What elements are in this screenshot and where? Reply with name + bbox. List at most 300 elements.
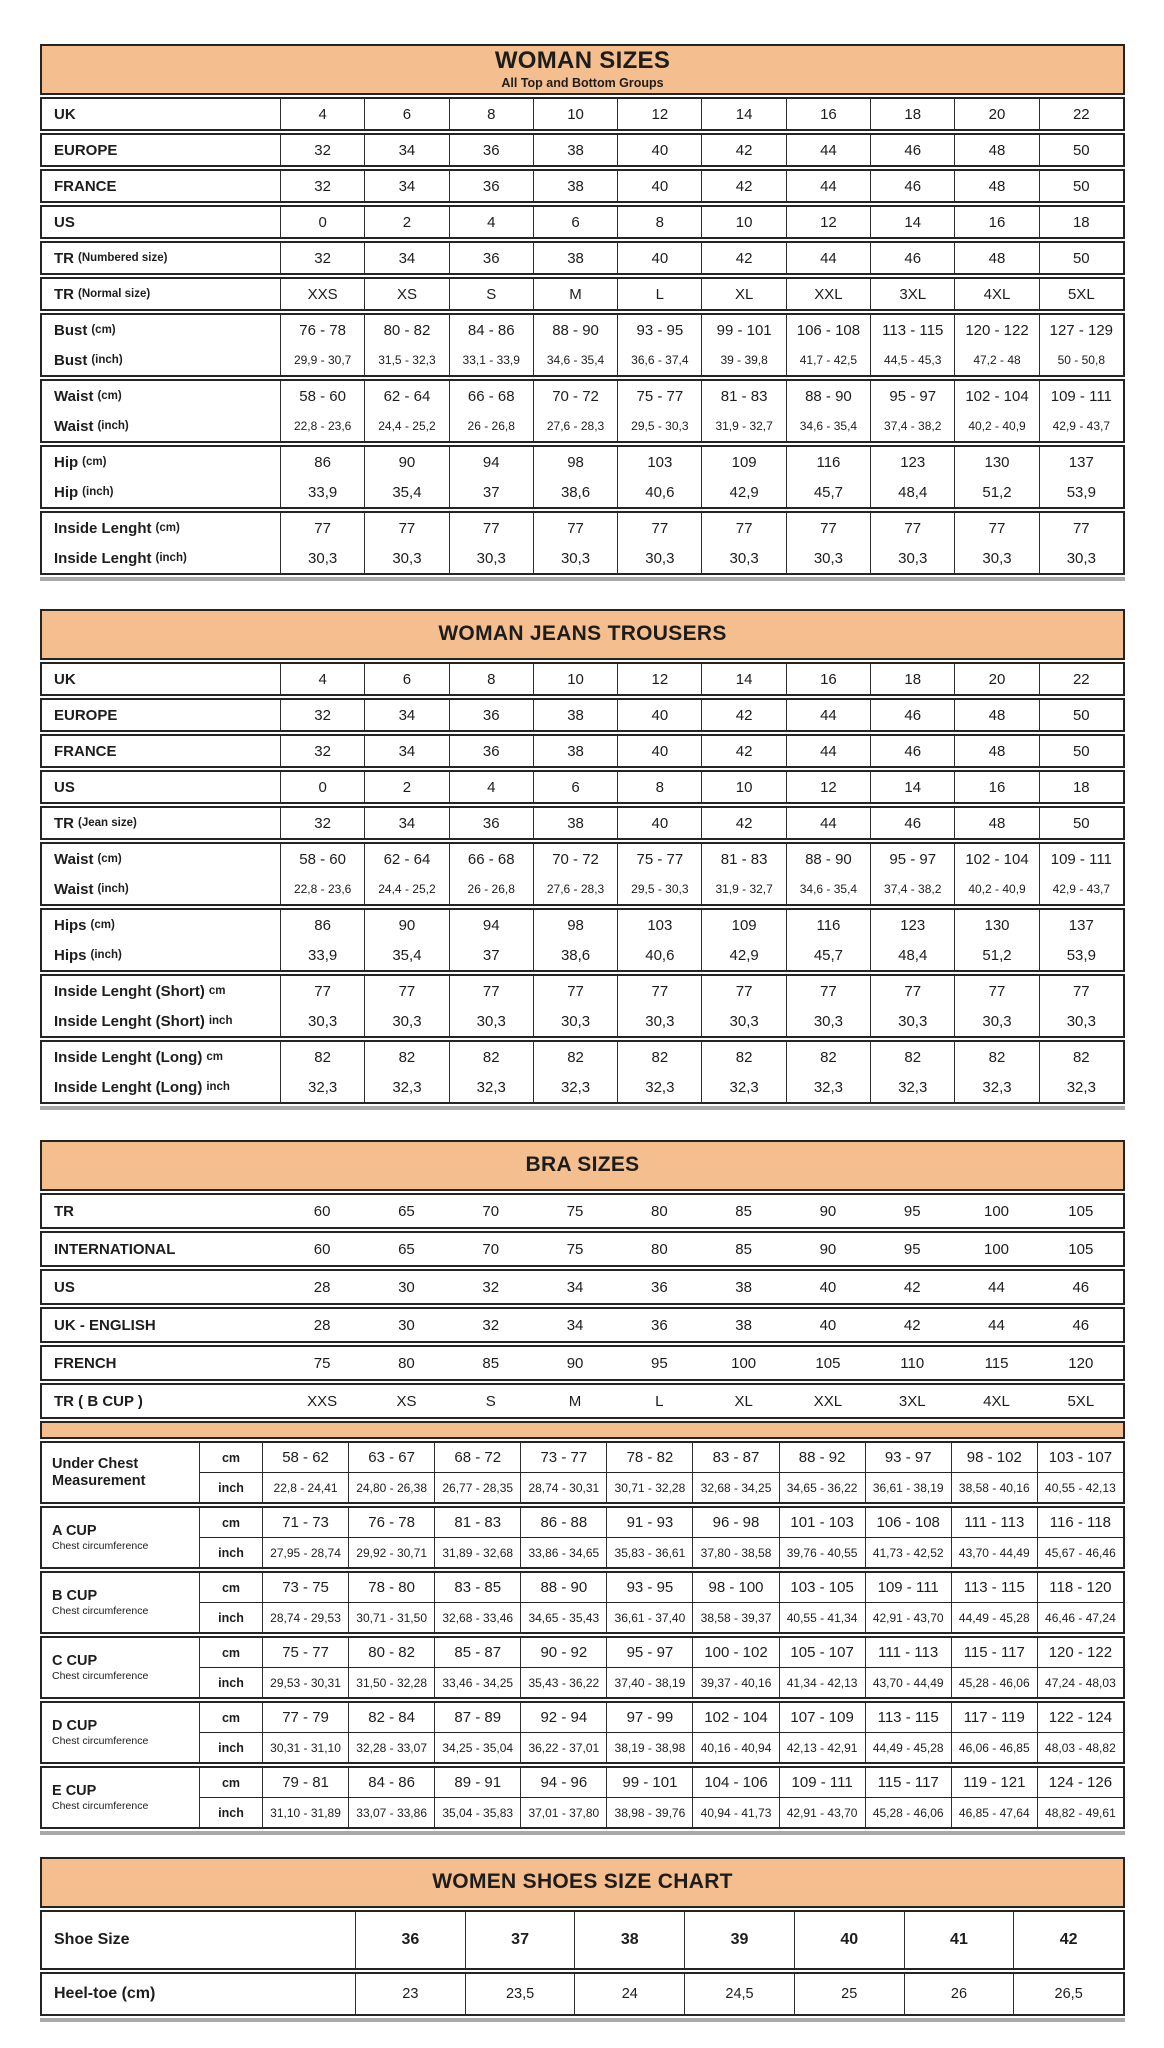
value-cell: 32	[280, 808, 364, 838]
table-row	[42, 1309, 1123, 1341]
value-cell: 48	[954, 171, 1038, 201]
value-cell: 53,9	[1039, 477, 1123, 507]
value-cell: 77	[870, 976, 954, 1006]
unit-cell: inch	[218, 1545, 244, 1560]
value-cell: 18	[1039, 772, 1123, 802]
value-cell: 50	[1039, 808, 1123, 838]
value-cell: 90 - 92	[520, 1638, 606, 1667]
value-cell: 32,3	[449, 1072, 533, 1102]
value-cell: 33,9	[280, 940, 364, 970]
row-group	[40, 1441, 1125, 1504]
value-cell: 77	[786, 513, 870, 543]
value-cell: 88 - 90	[786, 381, 870, 411]
value-cell: 31,5 - 32,3	[364, 345, 448, 375]
value-cell: 77	[954, 976, 1038, 1006]
value-cell: 33,1 - 33,9	[449, 345, 533, 375]
value-cell: 103 - 107	[1037, 1443, 1123, 1472]
table-row	[42, 1195, 1123, 1227]
value-cell: 127 - 129	[1039, 315, 1123, 345]
group-label-main: B CUP	[52, 1587, 98, 1604]
value-cell: 32,28 - 33,07	[348, 1733, 434, 1762]
value-cell: 3XL	[898, 1392, 926, 1410]
row-label: Waist (cm)	[54, 850, 122, 868]
table-header	[40, 1857, 1125, 1908]
value-cell: 116 - 118	[1037, 1508, 1123, 1537]
value-cell: 116	[786, 910, 870, 940]
value-cell: 117 - 119	[951, 1703, 1037, 1732]
unit-cell: cm	[221, 1710, 241, 1725]
value-cell: 43,70 - 44,49	[865, 1668, 951, 1697]
value-cell: 12	[786, 772, 870, 802]
value-cell: 37,01 - 37,80	[520, 1798, 606, 1827]
value-cell: 27,6 - 28,3	[533, 874, 617, 904]
value-cell: 77	[701, 513, 785, 543]
row-label: Hip (cm)	[54, 453, 107, 471]
value-cell: 95	[650, 1354, 668, 1372]
value-cell: 118 - 120	[1037, 1573, 1123, 1602]
table-row	[42, 1072, 1123, 1102]
value-cell: 116	[786, 447, 870, 477]
value-cell: 97 - 99	[606, 1703, 692, 1732]
value-cell: 46,06 - 46,85	[951, 1733, 1037, 1762]
value-cell: 100 - 102	[692, 1638, 778, 1667]
value-cell: 34	[364, 700, 448, 730]
value-cell: 26 - 26,8	[449, 874, 533, 904]
value-cell: 83 - 87	[692, 1443, 778, 1472]
value-cell: 18	[1039, 207, 1123, 237]
value-cell: 28	[313, 1278, 331, 1296]
row-label: Inside Lenght (Short) inch	[54, 1012, 233, 1030]
value-cell: 80	[650, 1240, 668, 1258]
row-group	[40, 1269, 1125, 1305]
row-group	[40, 734, 1125, 768]
value-cell: 31,10 - 31,89	[262, 1798, 348, 1827]
value-cell: 48	[954, 700, 1038, 730]
value-cell: 44,49 - 45,28	[951, 1603, 1037, 1632]
value-cell: 32,68 - 34,25	[692, 1473, 778, 1502]
value-cell: 35,4	[364, 940, 448, 970]
row-group	[40, 698, 1125, 732]
value-cell: 39 - 39,8	[701, 345, 785, 375]
value-cell: 30,3	[954, 543, 1038, 573]
row-label: Inside Lenght (inch)	[54, 549, 187, 567]
value-cell: 30,3	[870, 543, 954, 573]
value-cell: 42	[701, 243, 785, 273]
table-row	[42, 1347, 1123, 1379]
value-cell: 70	[482, 1240, 500, 1258]
value-cell: 20	[954, 664, 1038, 694]
row-group	[40, 1040, 1125, 1104]
group-label	[42, 1768, 200, 1827]
table-header	[40, 609, 1125, 660]
value-cell: 14	[870, 207, 954, 237]
value-cell: 123	[870, 447, 954, 477]
value-cell: 39,76 - 40,55	[779, 1538, 865, 1567]
value-cell: 42,91 - 43,70	[865, 1603, 951, 1632]
value-cell: 31,9 - 32,7	[701, 874, 785, 904]
value-cell: 29,53 - 30,31	[262, 1668, 348, 1697]
row-group	[40, 806, 1125, 840]
value-cell: 90	[819, 1202, 837, 1220]
group-label	[42, 1508, 200, 1567]
spacer-band	[40, 1421, 1125, 1439]
value-cell: 47,24 - 48,03	[1037, 1668, 1123, 1697]
value-cell: 110	[900, 1354, 925, 1372]
value-cell: 68 - 72	[434, 1443, 520, 1472]
value-cell: 24,80 - 26,38	[348, 1473, 434, 1502]
value-cell: 77	[449, 976, 533, 1006]
value-cell: 137	[1039, 447, 1123, 477]
value-cell: 82	[954, 1042, 1038, 1072]
value-cell: 30,3	[954, 1006, 1038, 1036]
row-label: Bust (inch)	[54, 351, 123, 369]
value-cell: 30,71 - 31,50	[348, 1603, 434, 1632]
value-cell: 66 - 68	[449, 844, 533, 874]
value-cell: 3XL	[870, 279, 954, 309]
value-cell: 8	[449, 664, 533, 694]
value-cell: 76 - 78	[280, 315, 364, 345]
group-label	[42, 1703, 200, 1762]
value-cell: 38	[533, 700, 617, 730]
row-group	[40, 1701, 1125, 1764]
value-cell: 32	[280, 700, 364, 730]
value-cell: 82	[280, 1042, 364, 1072]
value-cell: 4	[280, 99, 364, 129]
value-cell: 27,6 - 28,3	[533, 411, 617, 441]
value-cell: 24,4 - 25,2	[364, 411, 448, 441]
value-cell: 5XL	[1067, 1392, 1095, 1410]
value-cell: 42,13 - 42,91	[779, 1733, 865, 1762]
value-cell: 41,34 - 42,13	[779, 1668, 865, 1697]
table-row	[42, 1271, 1123, 1303]
value-cell: 43,70 - 44,49	[951, 1538, 1037, 1567]
row-label: Hips (cm)	[54, 916, 115, 934]
value-cell: 30,3	[786, 543, 870, 573]
group-label	[42, 1443, 200, 1502]
value-cell: 40,6	[617, 940, 701, 970]
value-cell: 60	[313, 1202, 331, 1220]
value-cell: 78 - 82	[606, 1443, 692, 1472]
value-cell: 30,3	[364, 1006, 448, 1036]
value-cell: 60	[313, 1240, 331, 1258]
value-cell: 115 - 117	[951, 1638, 1037, 1667]
row-group	[40, 379, 1125, 443]
value-cell: 26,77 - 28,35	[434, 1473, 520, 1502]
value-cell: 96 - 98	[692, 1508, 778, 1537]
value-cell: 40	[819, 1316, 837, 1334]
value-cell: 38	[533, 171, 617, 201]
value-cell: 30,3	[617, 543, 701, 573]
table-row	[200, 1732, 1123, 1762]
value-cell: 29,5 - 30,3	[617, 411, 701, 441]
value-cell: 34,65 - 35,43	[520, 1603, 606, 1632]
value-cell: 77	[364, 513, 448, 543]
value-cell: 94	[449, 910, 533, 940]
value-cell: 4	[449, 207, 533, 237]
row-label: Heel-toe (cm)	[54, 1985, 156, 2002]
value-cell: 8	[617, 772, 701, 802]
table-row	[200, 1703, 1123, 1732]
value-cell: 4	[449, 772, 533, 802]
value-cell: 0	[280, 207, 364, 237]
value-cell: 42	[701, 171, 785, 201]
value-cell: 62 - 64	[364, 381, 448, 411]
value-cell: 22,8 - 24,41	[262, 1473, 348, 1502]
value-cell: 31,9 - 32,7	[701, 411, 785, 441]
value-cell: 22,8 - 23,6	[280, 411, 364, 441]
table-row	[42, 940, 1123, 970]
value-cell: 82	[1039, 1042, 1123, 1072]
value-cell: 30,3	[533, 1006, 617, 1036]
row-group	[40, 169, 1125, 203]
value-cell: 47,2 - 48	[954, 345, 1038, 375]
value-cell: 98	[533, 910, 617, 940]
value-cell: 46	[870, 243, 954, 273]
value-cell: 77	[280, 976, 364, 1006]
row-group	[40, 662, 1125, 696]
value-cell: 78 - 80	[348, 1573, 434, 1602]
value-cell: 40,6	[617, 477, 701, 507]
row-label: TR	[54, 1202, 74, 1220]
group-label-main: A CUP	[52, 1522, 97, 1539]
table-row	[42, 99, 1123, 129]
value-cell: 40,2 - 40,9	[954, 411, 1038, 441]
group-rows	[200, 1768, 1123, 1827]
row-group	[40, 241, 1125, 275]
table-row	[200, 1537, 1123, 1567]
table-row	[42, 1006, 1123, 1036]
row-label: Waist (inch)	[54, 417, 129, 435]
value-cell: 42	[903, 1316, 921, 1334]
value-cell: 32,3	[954, 1072, 1038, 1102]
value-cell: 30,3	[1039, 1006, 1123, 1036]
value-cell: 95 - 97	[606, 1638, 692, 1667]
row-group	[40, 313, 1125, 377]
value-cell: 50	[1039, 700, 1123, 730]
value-cell: 123	[870, 910, 954, 940]
value-cell: 16	[786, 664, 870, 694]
group-label-main: E CUP	[52, 1782, 97, 1799]
value-cell: 63 - 67	[348, 1443, 434, 1472]
value-cell: 42	[701, 736, 785, 766]
value-cell: 81 - 83	[701, 381, 785, 411]
value-cell: 46	[870, 171, 954, 201]
value-cell: 37,80 - 38,58	[692, 1538, 778, 1567]
table-row	[42, 910, 1123, 940]
row-group	[40, 1766, 1125, 1829]
row-label: Bust (cm)	[54, 321, 116, 339]
value-cell: 98	[533, 447, 617, 477]
value-cell: 4XL	[954, 279, 1038, 309]
row-group	[40, 277, 1125, 311]
table-row	[42, 1042, 1123, 1072]
value-cell: 73 - 75	[262, 1573, 348, 1602]
value-cell: L	[655, 1392, 664, 1410]
value-cell: 34	[364, 171, 448, 201]
value-cell: 6	[364, 664, 448, 694]
value-cell: 42,91 - 43,70	[779, 1798, 865, 1827]
table-row	[42, 700, 1123, 730]
value-cell: 29,92 - 30,71	[348, 1538, 434, 1567]
value-cell: 40	[794, 1912, 904, 1968]
value-cell: 102 - 104	[954, 844, 1038, 874]
value-cell: 41,73 - 42,52	[865, 1538, 951, 1567]
value-cell: 66 - 68	[449, 381, 533, 411]
row-label: FRENCH	[54, 1354, 117, 1372]
value-cell: 32,3	[364, 1072, 448, 1102]
table-row	[200, 1443, 1123, 1472]
value-cell: 33,46 - 34,25	[434, 1668, 520, 1697]
value-cell: 98 - 100	[692, 1573, 778, 1602]
value-cell: 32,3	[701, 1072, 785, 1102]
value-cell: 86	[280, 447, 364, 477]
row-group	[40, 1307, 1125, 1343]
value-cell: 81 - 83	[434, 1508, 520, 1537]
value-cell: 44,49 - 45,28	[865, 1733, 951, 1762]
value-cell: 34	[364, 808, 448, 838]
value-cell: 76 - 78	[348, 1508, 434, 1537]
value-cell: 30,3	[870, 1006, 954, 1036]
value-cell: 25	[794, 1974, 904, 2014]
value-cell: 36,61 - 37,40	[606, 1603, 692, 1632]
group-rows	[200, 1508, 1123, 1567]
table-row	[42, 1385, 1123, 1417]
value-cell: 16	[786, 99, 870, 129]
value-cell: 39	[684, 1912, 794, 1968]
group-rows	[200, 1443, 1123, 1502]
value-cell: 77 - 79	[262, 1703, 348, 1732]
table-row	[200, 1797, 1123, 1827]
value-cell: 48	[954, 736, 1038, 766]
value-cell: 41,7 - 42,5	[786, 345, 870, 375]
value-cell: 75 - 77	[262, 1638, 348, 1667]
value-cell: 90	[566, 1354, 584, 1372]
value-cell: 77	[280, 513, 364, 543]
value-cell: 37	[449, 477, 533, 507]
value-cell: 46	[870, 135, 954, 165]
value-cell: 38,58 - 40,16	[951, 1473, 1037, 1502]
woman-jeans-trousers-table	[40, 609, 1125, 1110]
row-group	[40, 1972, 1125, 2016]
value-cell: 38,6	[533, 940, 617, 970]
value-cell: 38,58 - 39,37	[692, 1603, 778, 1632]
value-cell: 23,5	[465, 1974, 575, 2014]
value-cell: 50	[1039, 736, 1123, 766]
value-cell: 26,5	[1013, 1974, 1123, 2014]
value-cell: 40	[617, 135, 701, 165]
value-cell: 102 - 104	[692, 1703, 778, 1732]
value-cell: 85 - 87	[434, 1638, 520, 1667]
value-cell: 42	[1013, 1912, 1123, 1968]
value-cell: 37	[449, 940, 533, 970]
value-cell: 33,86 - 34,65	[520, 1538, 606, 1567]
value-cell: 115	[984, 1354, 1009, 1372]
table-row	[200, 1508, 1123, 1537]
value-cell: 50	[1039, 243, 1123, 273]
value-cell: 34,25 - 35,04	[434, 1733, 520, 1762]
value-cell: 48,03 - 48,82	[1037, 1733, 1123, 1762]
value-cell: 85	[482, 1354, 500, 1372]
value-cell: 82	[449, 1042, 533, 1072]
table-row	[200, 1638, 1123, 1667]
value-cell: 40,94 - 41,73	[692, 1798, 778, 1827]
value-cell: 35,04 - 35,83	[434, 1798, 520, 1827]
value-cell: 5XL	[1039, 279, 1123, 309]
value-cell: 4XL	[983, 1392, 1010, 1410]
value-cell: 24	[574, 1974, 684, 2014]
row-group	[40, 1636, 1125, 1699]
value-cell: 48,82 - 49,61	[1037, 1798, 1123, 1827]
unit-cell: cm	[221, 1515, 241, 1530]
row-label: Waist (inch)	[54, 880, 129, 898]
value-cell: M	[533, 279, 617, 309]
value-cell: 93 - 97	[865, 1443, 951, 1472]
value-cell: 75	[313, 1354, 331, 1372]
value-cell: 120 - 122	[954, 315, 1038, 345]
value-cell: 26 - 26,8	[449, 411, 533, 441]
value-cell: 38	[533, 736, 617, 766]
value-cell: 80	[650, 1202, 668, 1220]
value-cell: 77	[364, 976, 448, 1006]
row-group	[40, 1345, 1125, 1381]
value-cell: 46,85 - 47,64	[951, 1798, 1037, 1827]
row-group	[40, 908, 1125, 972]
value-cell: 30,3	[449, 1006, 533, 1036]
value-cell: 40,55 - 41,34	[779, 1603, 865, 1632]
table-row	[200, 1472, 1123, 1502]
value-cell: 42,9 - 43,7	[1039, 411, 1123, 441]
value-cell: 44	[786, 243, 870, 273]
value-cell: 92 - 94	[520, 1703, 606, 1732]
table-row	[42, 1233, 1123, 1265]
row-label: UK	[54, 105, 76, 123]
value-cell: 120	[1068, 1354, 1094, 1372]
value-cell: 30,3	[280, 543, 364, 573]
value-cell: 4	[280, 664, 364, 694]
group-label-sub: Chest circumference	[52, 1605, 149, 1618]
value-cell: 81 - 83	[701, 844, 785, 874]
value-cell: 8	[617, 207, 701, 237]
table-subtitle: All Top and Bottom Groups	[501, 75, 664, 90]
table-row	[42, 381, 1123, 411]
value-cell: 32,3	[533, 1072, 617, 1102]
value-cell: 36	[449, 171, 533, 201]
value-cell: 30,3	[449, 543, 533, 573]
value-cell: 40,2 - 40,9	[954, 874, 1038, 904]
row-label: EUROPE	[54, 141, 118, 159]
value-cell: 32,3	[280, 1072, 364, 1102]
value-cell: 120 - 122	[1037, 1638, 1123, 1667]
value-cell: 88 - 90	[533, 315, 617, 345]
value-cell: 88 - 92	[779, 1443, 865, 1472]
value-cell: XXS	[307, 1392, 338, 1410]
value-cell: 23	[355, 1974, 465, 2014]
value-cell: 38,19 - 38,98	[606, 1733, 692, 1762]
value-cell: 36,22 - 37,01	[520, 1733, 606, 1762]
value-cell: 36	[449, 700, 533, 730]
value-cell: 119 - 121	[951, 1768, 1037, 1797]
table-row	[42, 315, 1123, 345]
value-cell: 14	[701, 664, 785, 694]
value-cell: 40	[617, 171, 701, 201]
value-cell: XS	[364, 279, 448, 309]
value-cell: 0	[280, 772, 364, 802]
row-group	[40, 1383, 1125, 1419]
value-cell: 29,5 - 30,3	[617, 874, 701, 904]
value-cell: 109 - 111	[1039, 844, 1123, 874]
value-cell: XL	[734, 1392, 753, 1410]
value-cell: 86 - 88	[520, 1508, 606, 1537]
